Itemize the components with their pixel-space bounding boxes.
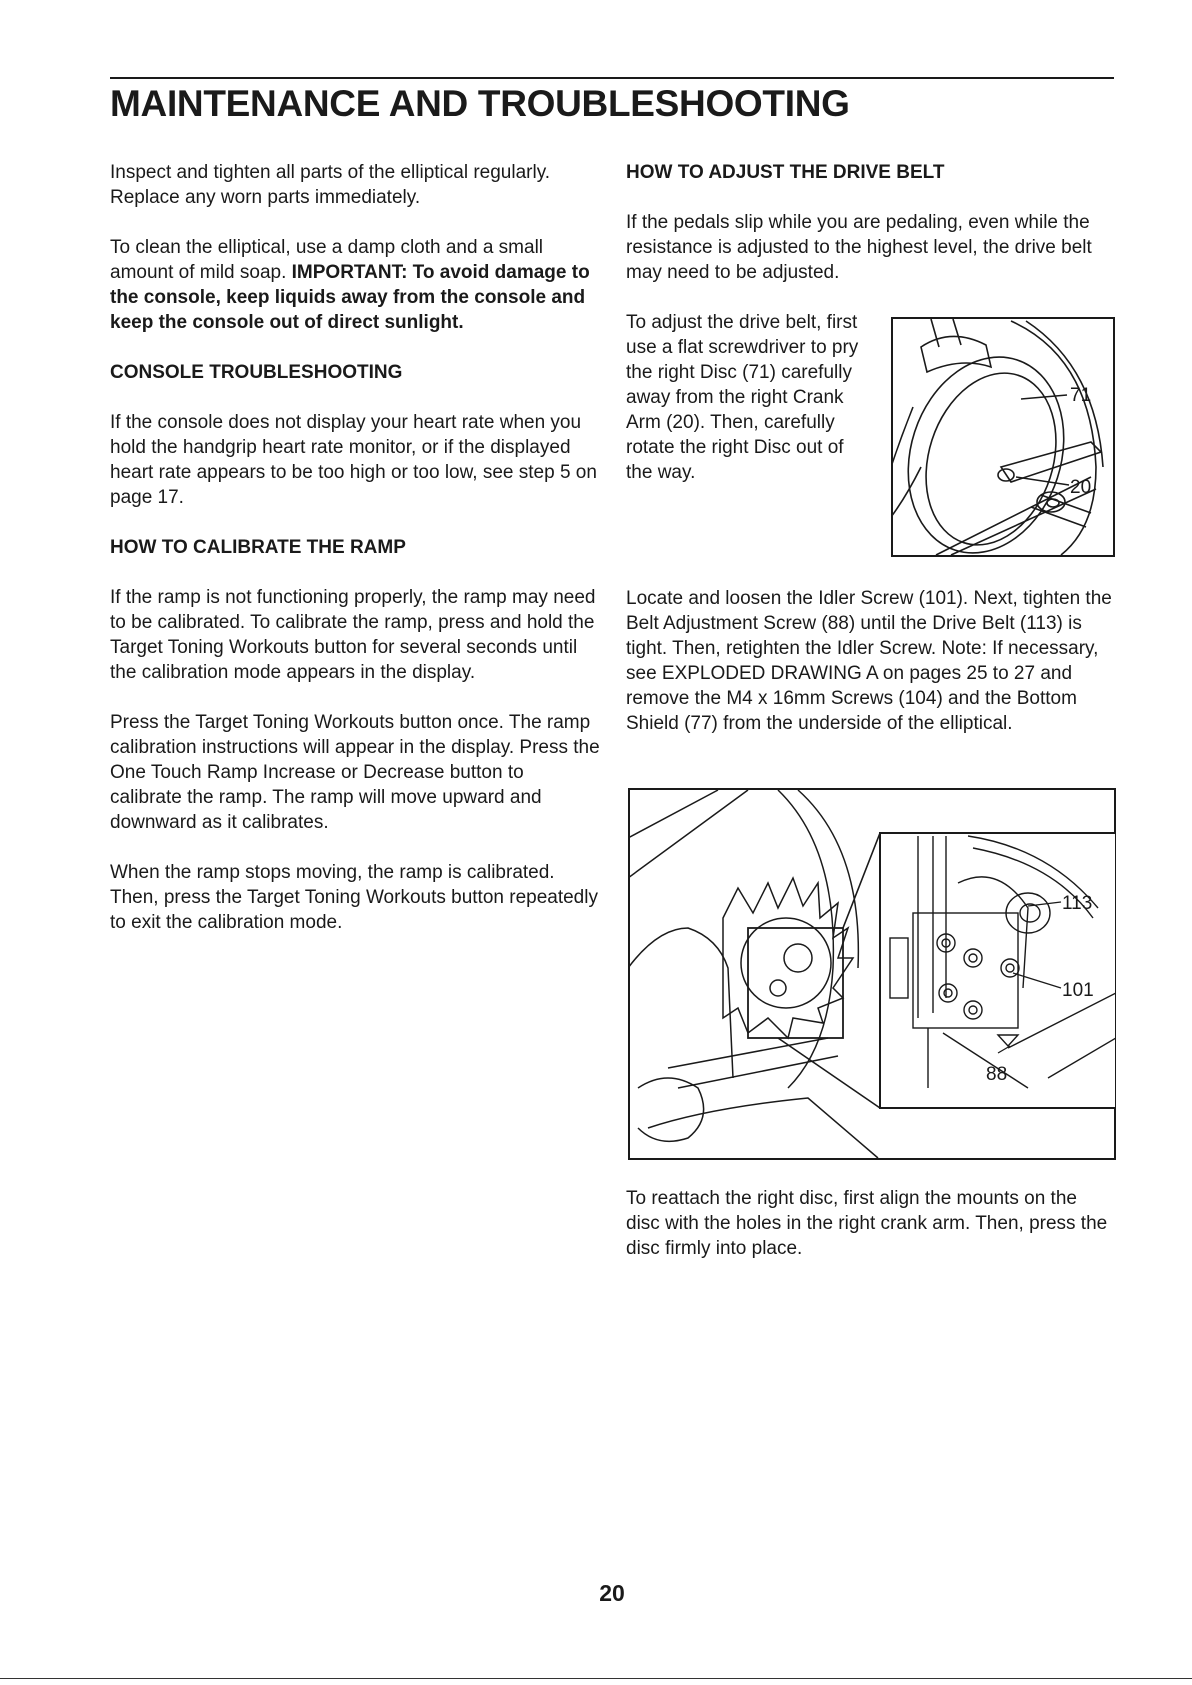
page-title: MAINTENANCE AND TROUBLESHOOTING xyxy=(110,83,850,124)
title-rule xyxy=(110,77,1114,79)
intro-paragraph: Inspect and tighten all parts of the elliptical regularly. Replace any worn parts immediately. xyxy=(110,162,551,208)
drive-belt-figure xyxy=(628,788,1116,1160)
console-troubleshooting-paragraph: If the console does not display your heart rate when you hold the handgrip heart rate monitor, or if the displayed heart rate appears to be too high or too low, see step 5 on page 17. xyxy=(110,412,597,508)
callout-71: 71 xyxy=(1070,385,1092,406)
console-troubleshooting-heading: CONSOLE TROUBLESHOOTING xyxy=(110,362,403,383)
callout-20: 20 xyxy=(1070,477,1092,498)
calibrate-ramp-paragraph-2: Press the Target Toning Workouts button once. The ramp calibration instructions will appear in the display. Press the One Touch Ramp Increase or Decrease button to calibrate the ramp. The ramp will move upward and downward as it calibrates. xyxy=(110,712,600,833)
cleaning-paragraph xyxy=(110,235,600,335)
callout-101: 101 xyxy=(1062,980,1094,1001)
disc-crank-arm-figure xyxy=(891,317,1115,557)
callout-88: 88 xyxy=(986,1064,1008,1085)
drive-belt-paragraph-2: To adjust the drive belt, first use a flat screwdriver to pry the right Disc (71) carefully away from the right Crank Arm (20). Then, carefully rotate the right Disc out of the way. xyxy=(626,312,859,483)
drive-belt-paragraph-4: To reattach the right disc, first align the mounts on the disc with the holes in the right crank arm. Then, press the disc firmly into place. xyxy=(626,1188,1108,1259)
calibrate-ramp-heading: HOW TO CALIBRATE THE RAMP xyxy=(110,537,406,558)
bottom-rule xyxy=(0,1678,1192,1679)
callout-113: 113 xyxy=(1062,893,1093,914)
left-column xyxy=(110,160,600,935)
drive-belt-paragraph-3: Locate and loosen the Idler Screw (101). Next, tighten the Belt Adjustment Screw (88) until the Drive Belt (113) is tight. Then, retighten the Idler Screw. Note: If necessary, see EXPLODED DRAWING A on pages 25 to 27 and remove the M4 x 16mm Screws (104) and the Bottom Shield (77) from the underside of the elliptical. xyxy=(626,588,1112,734)
cleaning-text: To clean the elliptical, use a damp cloth and a small amount of mild soap. xyxy=(110,237,544,283)
drive-belt-paragraph-1: If the pedals slip while you are pedaling, even while the resistance is adjusted to the highest level, the drive belt may need to be adjusted. xyxy=(626,212,1092,283)
calibrate-ramp-paragraph-1: If the ramp is not functioning properly, the ramp may need to be calibrated. To calibrate the ramp, press and hold the Target Toning Workouts button for several seconds until the calibration mode appears in the display. xyxy=(110,587,596,683)
calibrate-ramp-paragraph-3: When the ramp stops moving, the ramp is calibrated. Then, press the Target Toning Workouts button repeatedly to exit the calibration mode. xyxy=(110,862,598,933)
page-number: 20 xyxy=(599,1580,625,1606)
drive-belt-heading: HOW TO ADJUST THE DRIVE BELT xyxy=(626,162,945,183)
cleaning-warning: IMPORTANT: To avoid damage to the console, keep liquids away from the console and keep the console out of direct sunlight. xyxy=(110,262,590,333)
